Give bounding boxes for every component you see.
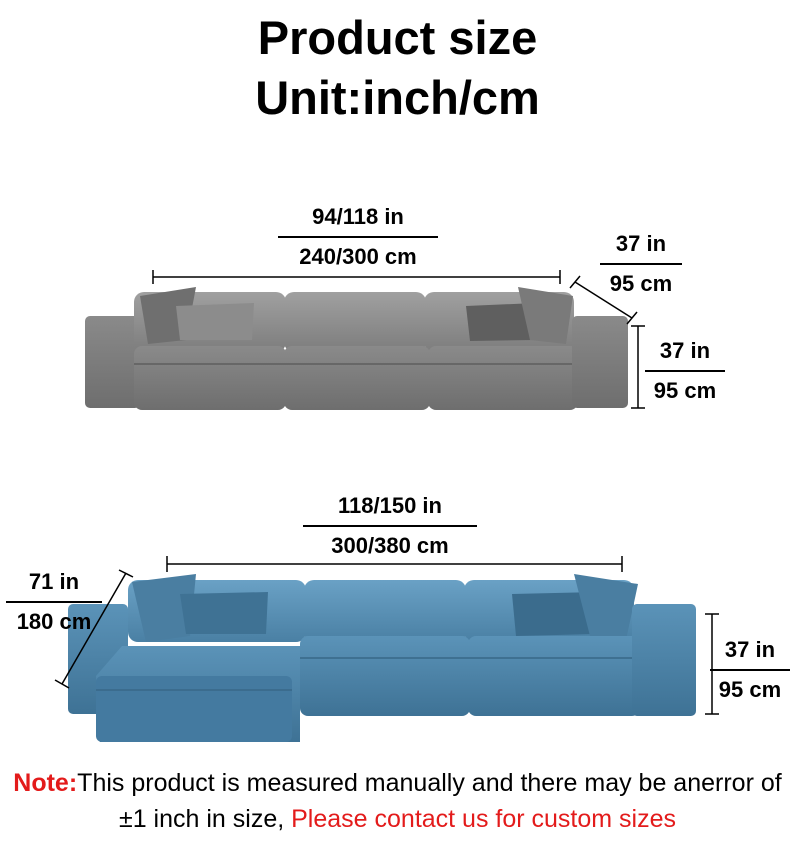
blue-height-cm: 95 cm [718, 677, 782, 702]
gray-height-label [645, 338, 725, 404]
note-text: This product is measured manually and there may be anerror of ±1 inch in size, [77, 769, 782, 833]
blue-height-in: 37 in [710, 637, 790, 671]
unit-subtitle: Unit:inch/cm [255, 71, 540, 124]
measurement-note [0, 765, 795, 837]
blue-height-label [710, 637, 790, 703]
gray-depth-label [600, 231, 682, 297]
gray-sofa [85, 287, 628, 410]
blue-width-label [303, 493, 477, 559]
gray-width-in: 94/118 in [278, 204, 438, 238]
blue-width-in: 118/150 in [303, 493, 477, 527]
gray-height-in: 37 in [645, 338, 725, 372]
page-title: Product size [257, 11, 538, 64]
blue-sofa [68, 574, 696, 742]
gray-width-label [278, 204, 438, 270]
gray-height-cm: 95 cm [653, 378, 717, 403]
blue-chaise-cm: 180 cm [16, 609, 92, 634]
note-label: Note: [13, 769, 78, 797]
blue-chaise-label [6, 569, 102, 635]
gray-width-cm: 240/300 cm [299, 244, 417, 269]
gray-depth-in: 37 in [600, 231, 682, 265]
blue-width-cm: 300/380 cm [331, 533, 449, 558]
gray-depth-cm: 95 cm [609, 271, 673, 296]
custom-size-highlight: Please contact us for custom sizes [291, 805, 677, 833]
blue-chaise-in: 71 in [6, 569, 102, 603]
